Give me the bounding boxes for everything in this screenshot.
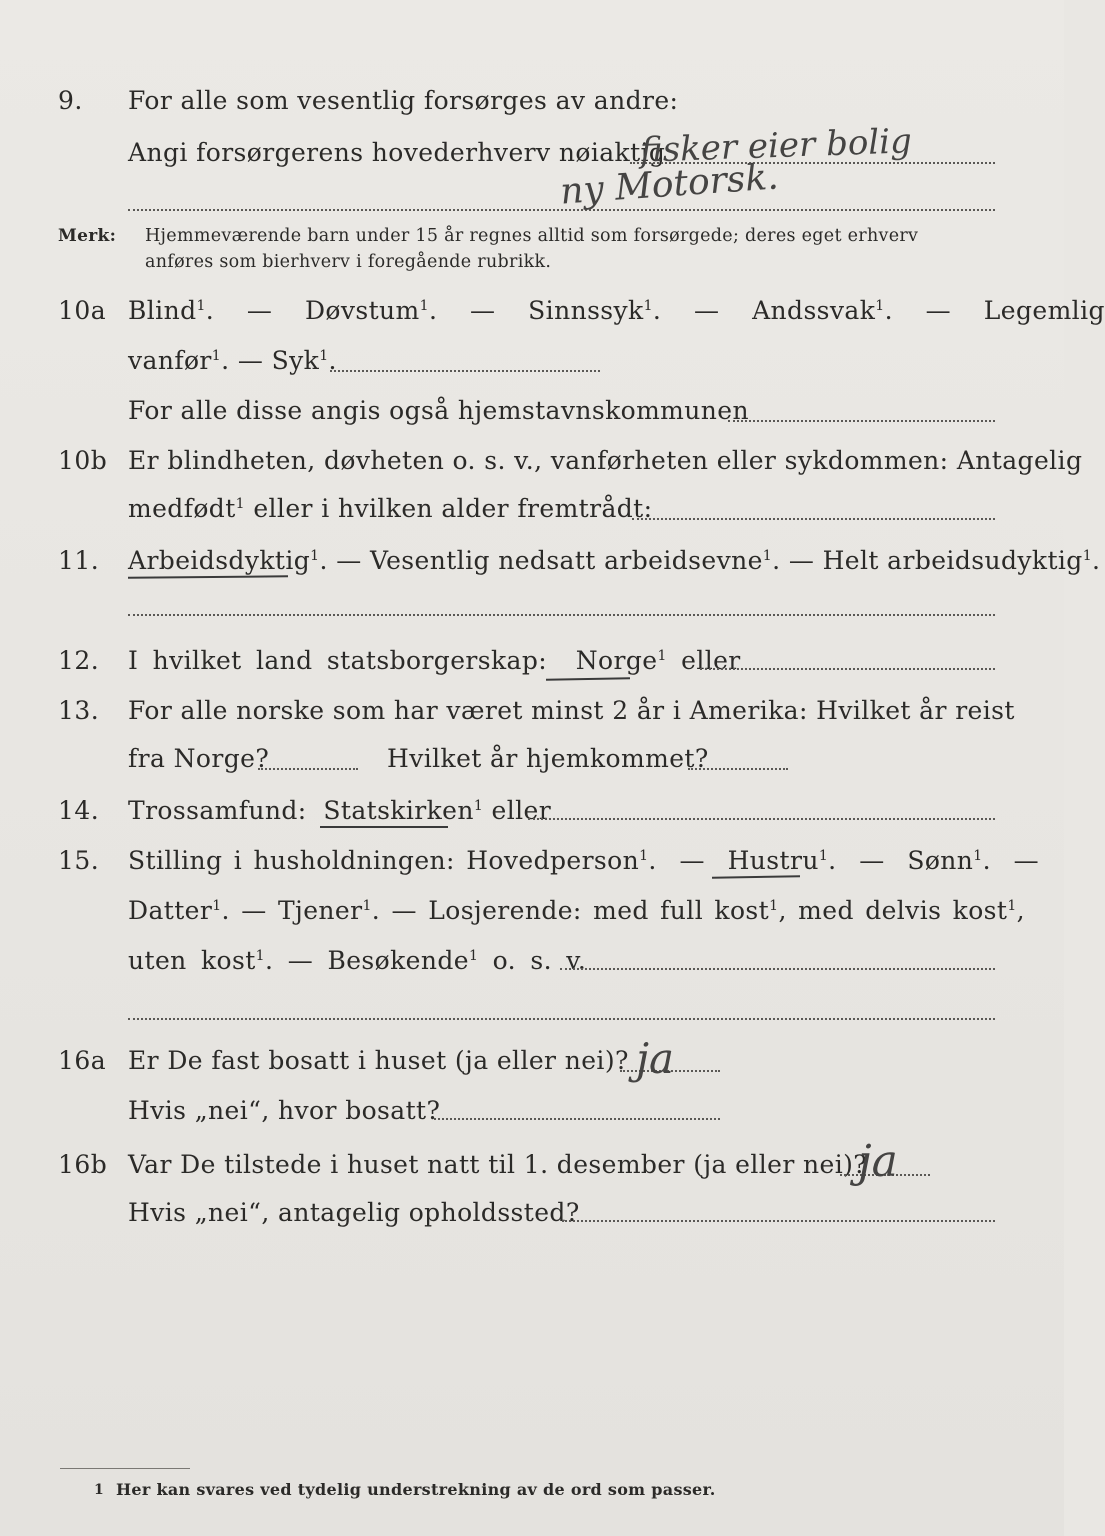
footnote-rule <box>60 1468 190 1469</box>
opt-sonn: Sønn <box>907 846 974 875</box>
q15-line3: uten kost$^1$. — Besøkende$^1$ o. s. v. <box>128 946 587 975</box>
opt-nedsatt: Vesentlig nedsatt arbeidsevne <box>369 546 763 575</box>
q14-answer-line <box>528 818 995 820</box>
q9-number: 9. <box>58 86 83 115</box>
q9-line2: Angi forsørgerens hovederhverv nøiaktig <box>128 138 666 167</box>
opt-vanfor: vanfør <box>128 346 212 375</box>
opt-hustru: Hustru <box>727 846 819 875</box>
q16a-handwritten-answer: ja <box>636 1034 675 1083</box>
q10b-answer-line <box>632 518 995 520</box>
q12-underline-norge <box>546 677 630 680</box>
opt-hovedperson: Stilling i husholdningen: Hovedperson <box>128 846 640 875</box>
q12-line: I hvilket land statsborgerskap: Norge$^1$ eller <box>128 646 741 675</box>
opt-statskirken: Statskirken <box>323 796 474 825</box>
opt-uten-kost: uten kost <box>128 946 256 975</box>
q16a-bosatt-line <box>434 1118 720 1120</box>
q10a-line3: For alle disse angis også hjemstavnskommunen <box>128 396 749 425</box>
q11-underline-arbeidsdyktig <box>128 575 288 578</box>
opt-udyktig: Helt arbeidsudyktig <box>822 546 1083 575</box>
opt-blind: Blind <box>128 296 197 325</box>
q10a-line1: Blind$^1$. — Døvstum$^1$. — Sinnssyk$^1$. — Andssvak$^1$. — Legemlig <box>128 296 1105 325</box>
merk-line2: anføres som bierhverv i foregående rubrikk. <box>145 252 552 272</box>
q14-underline-statskirken <box>320 826 448 828</box>
opt-arbeidsdyktig: Arbeidsdyktig <box>128 546 311 575</box>
q11-number: 11. <box>58 546 100 575</box>
q16a-line2: Hvis „nei“, hvor bosatt? <box>128 1096 441 1125</box>
q12-number: 12. <box>58 646 100 675</box>
q15-number: 15. <box>58 846 100 875</box>
q13-hjem-label: Hvilket år hjemkommet? <box>387 744 709 773</box>
q15-answer-line-1 <box>560 968 995 970</box>
merk-label: Merk: <box>58 226 117 246</box>
q16b-opholdssted-line <box>562 1220 995 1222</box>
opt-datter: Datter <box>128 896 213 925</box>
q15-line2: Datter$^1$. — Tjener$^1$. — Losjerende: med full kost$^1$, med delvis kost$^1$, <box>128 896 1026 925</box>
q13-reist-line <box>258 768 358 770</box>
q9-handwritten-answer-2: ny Motorsk. <box>558 156 780 213</box>
opt-legemlig: Legemlig <box>983 296 1105 325</box>
q16b-number: 16b <box>58 1150 108 1179</box>
opt-besokende: Besøkende <box>327 946 469 975</box>
q13-number: 13. <box>58 696 100 725</box>
q13-fra-label: fra Norge? <box>128 744 270 773</box>
opt-norge: Norge <box>575 646 658 675</box>
q11-answer-line <box>128 614 995 616</box>
q16a-number: 16a <box>58 1046 107 1075</box>
q10a-line2: vanfør$^1$. — Syk$^1$. <box>128 346 337 375</box>
q14-line: Trossamfund: Statskirken$^1$ eller <box>128 796 552 825</box>
footnote-mark: 1 <box>94 1482 105 1498</box>
q9-handwritten-answer-1: fisker eier bolig <box>639 121 913 171</box>
q16a-line1: Er De fast bosatt i huset (ja eller nei)? <box>128 1046 629 1075</box>
opt-andssvak: Andssvak <box>752 296 876 325</box>
opt-medfodt: medfødt <box>128 494 236 523</box>
q12-answer-line <box>700 668 995 670</box>
q10b-line2: medfødt$^1$ eller i hvilken alder fremtrådt: <box>128 494 653 523</box>
merk-line1: Hjemmeværende barn under 15 år regnes alltid som forsørgede; deres eget erhverv <box>145 226 919 246</box>
opt-sinnssyk: Sinnssyk <box>528 296 644 325</box>
q10a-number: 10a <box>58 296 107 325</box>
q11-line1: Arbeidsdyktig$^1$. — Vesentlig nedsatt arbeidsevne$^1$. — Helt arbeidsudyktig$^1$. <box>128 546 1101 575</box>
opt-syk: Syk <box>271 346 320 375</box>
q10a-syk-line <box>330 370 600 372</box>
q16b-handwritten-answer: ja <box>858 1136 898 1187</box>
q16b-line1: Var De tilstede i huset natt til 1. desember (ja eller nei)? <box>128 1150 868 1179</box>
q15-underline-hustru <box>712 875 800 879</box>
opt-tjener: Tjener <box>277 896 363 925</box>
q10b-line1: Er blindheten, døvheten o. s. v., vanførheten eller sykdommen: Antagelig <box>128 446 1083 475</box>
opt-dovstum: Døvstum <box>304 296 420 325</box>
opt-delvis: med delvis kost <box>798 896 1008 925</box>
footnote-text: Her kan svares ved tydelig understrekning av de ord som passer. <box>116 1480 716 1499</box>
opt-losjerende: Losjerende: med full kost <box>428 896 770 925</box>
q9-line1: For alle som vesentlig forsørges av andre: <box>128 86 679 115</box>
q13-line1: For alle norske som har været minst 2 år i Amerika: Hvilket år reist <box>128 696 1015 725</box>
q13-hjem-line <box>688 768 788 770</box>
q10a-kommune-line <box>728 420 995 422</box>
q16b-line2: Hvis „nei“, antagelig opholdssted? <box>128 1198 580 1227</box>
q14-number: 14. <box>58 796 100 825</box>
q15-line1: Stilling i husholdningen: Hovedperson$^1$. — Hustru$^1$. — Sønn$^1$. — <box>128 846 1040 875</box>
q15-answer-line-2 <box>128 1018 995 1020</box>
q10b-number: 10b <box>58 446 108 475</box>
